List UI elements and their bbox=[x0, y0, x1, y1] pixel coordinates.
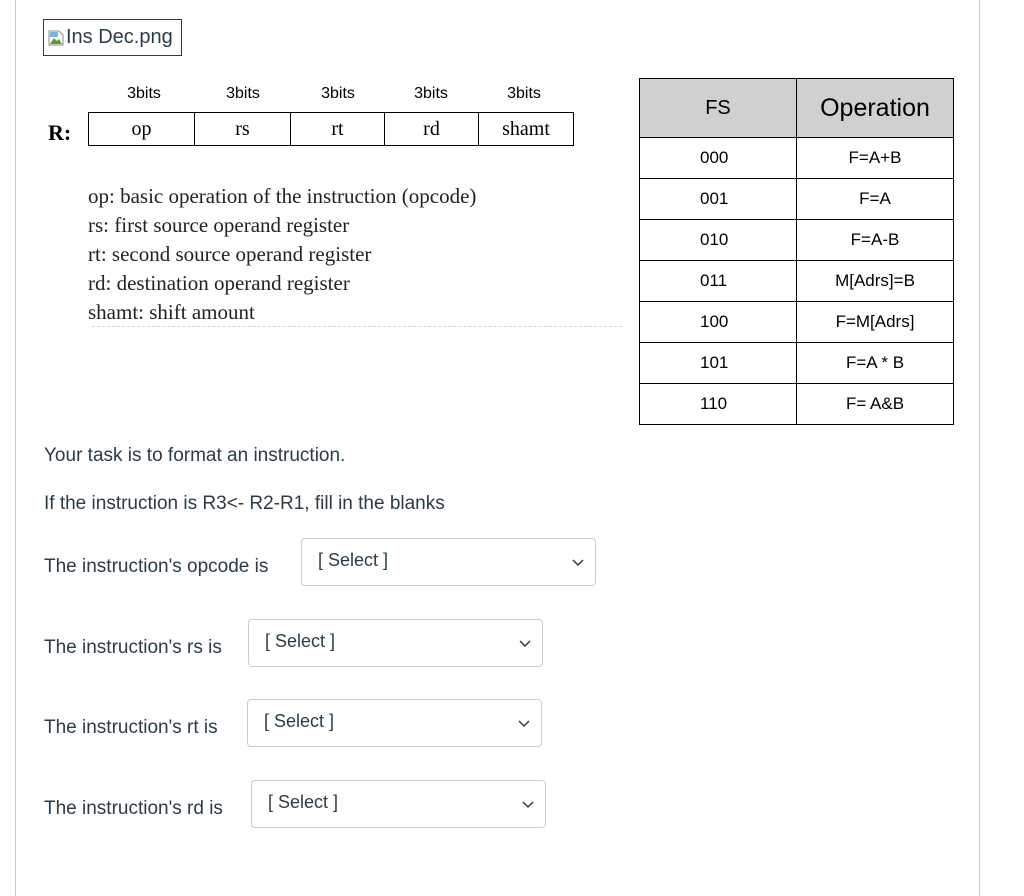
chevron-down-icon bbox=[521, 797, 535, 811]
rd-select[interactable] bbox=[251, 780, 546, 828]
operation-cell: F=A+B bbox=[797, 138, 954, 179]
table-header-fs: FS bbox=[640, 79, 797, 138]
fs-code-cell: 101 bbox=[640, 343, 797, 384]
field-shamt: shamt bbox=[502, 117, 550, 140]
operation-cell: F=A bbox=[797, 179, 954, 220]
field-rt: rt bbox=[291, 113, 385, 145]
table-row bbox=[640, 302, 954, 343]
table-row bbox=[640, 343, 954, 384]
broken-image-alt-text: Ins Dec.png bbox=[66, 26, 173, 48]
question-rs-label: The instruction's rs is bbox=[44, 637, 222, 658]
opcode-select-value: [ Select ] bbox=[318, 550, 389, 570]
rt-select-value: [ Select ] bbox=[264, 711, 335, 731]
fs-code-cell: 001 bbox=[640, 179, 797, 220]
table-row bbox=[640, 138, 954, 179]
task-instruction: Your task is to format an instruction. bbox=[44, 445, 346, 466]
table-header-row bbox=[640, 79, 954, 138]
content-frame-left-border bbox=[15, 0, 16, 896]
fs-code-cell: 110 bbox=[640, 384, 797, 425]
operation-cell: F=A * B bbox=[797, 343, 954, 384]
bits-label-shamt: 3bits bbox=[507, 85, 541, 102]
fs-code-cell: 011 bbox=[640, 261, 797, 302]
rs-select-value: [ Select ] bbox=[265, 631, 336, 651]
field-op: op bbox=[89, 113, 195, 145]
operation-cell: F=M[Adrs] bbox=[797, 302, 954, 343]
question-rd-label: The instruction's rd is bbox=[44, 798, 223, 819]
table-row bbox=[640, 220, 954, 261]
table-row bbox=[640, 261, 954, 302]
fs-code-cell: 000 bbox=[640, 138, 797, 179]
content-frame-right-border bbox=[979, 0, 980, 896]
rt-select[interactable] bbox=[247, 699, 542, 747]
rd-select-value: [ Select ] bbox=[268, 792, 339, 812]
chevron-down-icon bbox=[571, 555, 585, 569]
field-rd: rd bbox=[385, 113, 479, 145]
bits-label-rd: 3bits bbox=[414, 85, 448, 102]
field-rs: rs bbox=[195, 113, 291, 145]
rs-select[interactable] bbox=[248, 619, 543, 667]
description-shamt: shamt: shift amount bbox=[88, 300, 255, 324]
bits-label-rt: 3bits bbox=[321, 85, 355, 102]
opcode-select[interactable] bbox=[301, 538, 596, 586]
chevron-down-icon bbox=[518, 636, 532, 650]
table-row bbox=[640, 179, 954, 220]
task-question: If the instruction is R3<- R2-R1, fill in the blanks bbox=[44, 493, 445, 514]
function-select-table bbox=[639, 78, 954, 425]
question-opcode-label: The instruction's opcode is bbox=[44, 556, 269, 577]
faded-divider bbox=[92, 326, 622, 327]
bits-label-rs: 3bits bbox=[226, 85, 260, 102]
table-row bbox=[640, 384, 954, 425]
broken-image-placeholder bbox=[43, 19, 182, 56]
description-rs: rs: first source operand register bbox=[88, 213, 350, 237]
description-op: op: basic operation of the instruction (opcode) bbox=[88, 184, 477, 208]
fs-code-cell: 100 bbox=[640, 302, 797, 343]
operation-cell: F= A&B bbox=[797, 384, 954, 425]
r-format-label: R: bbox=[48, 120, 72, 145]
r-format-fields bbox=[88, 112, 574, 146]
fs-code-cell: 010 bbox=[640, 220, 797, 261]
description-rt: rt: second source operand register bbox=[88, 242, 372, 266]
description-rd: rd: destination operand register bbox=[88, 271, 350, 295]
chevron-down-icon bbox=[517, 716, 531, 730]
field-descriptions bbox=[88, 182, 476, 327]
question-rt-label: The instruction's rt is bbox=[44, 717, 218, 738]
bits-label-op: 3bits bbox=[127, 85, 161, 102]
broken-image-icon bbox=[48, 29, 64, 47]
operation-cell: M[Adrs]=B bbox=[797, 261, 954, 302]
operation-cell: F=A-B bbox=[797, 220, 954, 261]
table-header-operation: Operation bbox=[797, 79, 954, 138]
